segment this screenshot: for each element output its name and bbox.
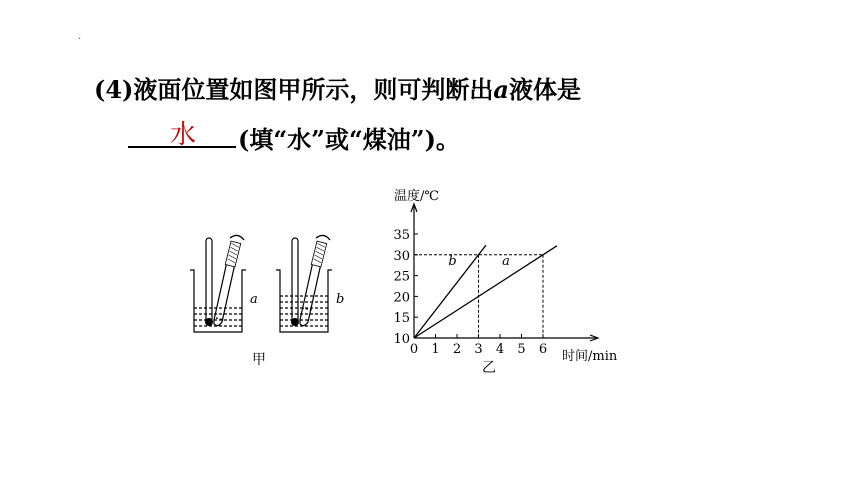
chart-axes [393,204,598,357]
y-tick-label: 20 [393,290,410,306]
y-tick-label: 30 [393,248,410,264]
series-label-a: a [502,254,510,270]
stirrer-b [311,235,330,266]
answer-blank [128,120,236,148]
y-tick-label: 35 [393,228,410,243]
x-axis-label: 时间/min [562,349,618,364]
thermometer-b [292,238,299,325]
y-tick-label: 15 [393,311,410,327]
figure-caption-jia: 甲 [252,352,266,368]
x-tick-label: 3 [474,342,483,357]
question-line-2 [128,120,460,155]
question-tail: (填“水”或“煤油”)。 [238,125,460,154]
liquid-label-a: a [250,292,258,307]
chart-marks [414,245,557,338]
thermometer-a [206,238,213,325]
y-axis-label: 温度/℃ [394,189,439,204]
series-label-b: b [448,254,457,270]
question-variable-a: a [493,75,509,104]
answer-text: 水 [170,120,197,150]
x-tick-label: 6 [538,342,548,357]
liquid-label-b: b [336,292,345,307]
x-tick-label: 0 [409,342,419,357]
x-tick-label: 5 [517,342,526,357]
question-prefix: (4)液面位置如图甲所示，则可判断出 [94,75,494,104]
series-line-a [414,246,557,338]
y-tick-label: 10 [393,332,410,347]
x-tick-label: 2 [452,342,462,357]
question-suffix: 液体是 [508,75,581,104]
figure-caption-yi: 乙 [482,360,496,374]
x-tick-label: 1 [431,342,440,357]
temperature-time-chart [382,184,632,374]
x-tick-label: 4 [495,342,505,357]
beaker-figure [180,228,380,398]
y-tick-label: 25 [393,269,410,285]
decorative-dot: · [78,34,82,45]
question-line-1 [94,70,581,105]
stirrer-a [225,235,244,266]
